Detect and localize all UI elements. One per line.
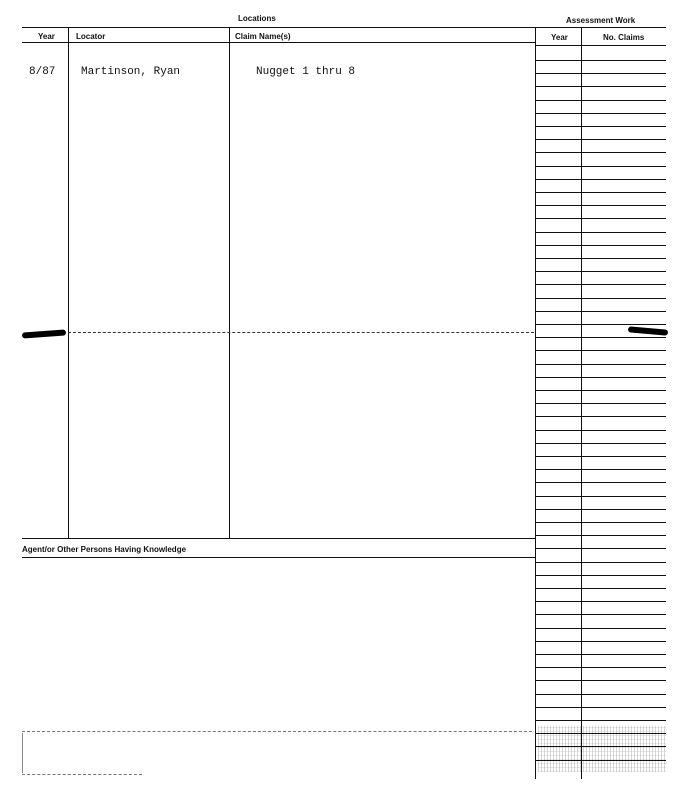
signature-line [22,731,532,732]
assessment-row-line [536,614,666,615]
assessment-row-line [536,522,666,523]
assessment-row-line [536,377,666,378]
assessment-row-line [536,192,666,193]
assessment-row-line [536,535,666,536]
assessment-row-line [536,641,666,642]
assessment-row-line [536,390,666,391]
assessment-row-line [536,364,666,365]
agent-label: Agent/or Other Persons Having Knowledge [22,545,187,554]
assessment-row-line [536,694,666,695]
assessment-row-line [536,271,666,272]
assessment-row-line [536,403,666,404]
assessment-row-line [536,469,666,470]
assessment-row-line [536,311,666,312]
assessment-row-line [536,667,666,668]
scan-noise [538,726,666,772]
assessment-row-line [536,60,666,61]
assessment-row-line [536,298,666,299]
locator-claim-divider [229,27,230,538]
assessment-row-line [536,680,666,681]
claim-names-column-header: Claim Name(s) [235,32,291,41]
assessment-work-title: Assessment Work [566,16,636,25]
assessment-row-line [536,588,666,589]
assessment-year-column-header: Year [551,33,568,42]
assessment-row-line [536,139,666,140]
assessment-row-line [536,548,666,549]
assessment-row-line [536,337,666,338]
entry-locator: Martinson, Ryan [81,66,181,78]
locations-bottom-rule [22,538,536,539]
locator-column-header: Locator [76,32,106,41]
no-claims-column-header: No. Claims [603,33,645,42]
fold-line [68,332,534,333]
assessment-row-line [536,707,666,708]
assessment-row-line [536,179,666,180]
assessment-row-line [536,73,666,74]
assessment-row-line [536,350,666,351]
assessment-row-line [536,166,666,167]
locations-title: Locations [238,14,276,23]
top-rule [22,27,666,28]
right-ink-mark [628,326,668,335]
assessment-row-line [536,443,666,444]
assessment-row-line [536,456,666,457]
year-locator-divider [68,27,69,538]
agent-label-rule [22,557,536,558]
assessment-row-line [536,601,666,602]
assessment-row-line [536,416,666,417]
entry-claim-names: Nugget 1 thru 8 [256,66,356,78]
assessment-header-bottom-rule [536,45,666,46]
entry-year: 8/87 [29,66,56,78]
assessment-row-line [536,86,666,87]
assessment-row-line [536,245,666,246]
assessment-row-line [536,218,666,219]
assessment-row-line [536,258,666,259]
year-column-header: Year [38,32,55,41]
left-ink-mark [22,329,66,338]
left-edge-line [22,733,23,773]
assessment-row-line [536,324,666,325]
assessment-row-line [536,562,666,563]
assessment-row-line [536,205,666,206]
bottom-line [22,774,142,775]
assessment-row-line [536,496,666,497]
assessment-row-line [536,100,666,101]
assessment-row-line [536,720,666,721]
assessment-row-line [536,654,666,655]
assessment-row-line [536,126,666,127]
assessment-row-line [536,430,666,431]
assessment-row-line [536,628,666,629]
assessment-row-line [536,232,666,233]
assessment-row-line [536,284,666,285]
assessment-row-line [536,152,666,153]
assessment-row-line [536,113,666,114]
assessment-row-line [536,509,666,510]
assessment-row-line [536,575,666,576]
assessment-row-line [536,482,666,483]
header-bottom-rule [22,42,536,43]
